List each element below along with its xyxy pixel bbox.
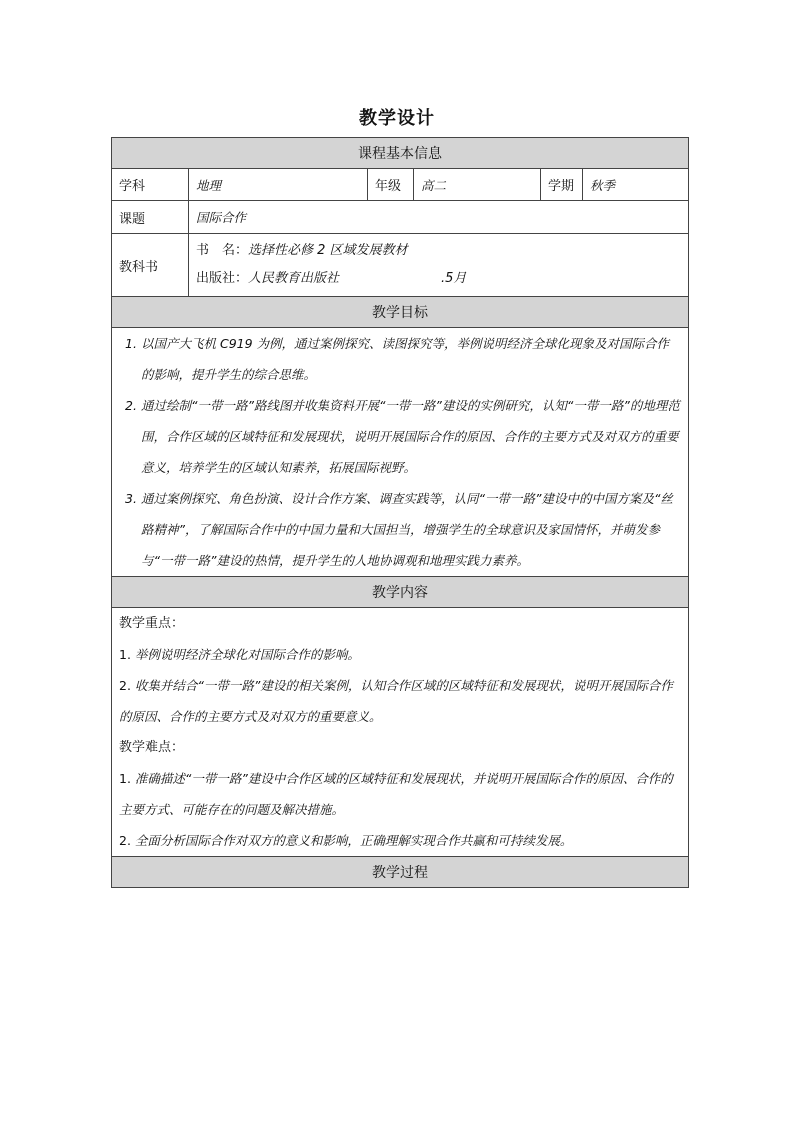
- goal-text: 以国产大飞机 C919 为例，通过案例探究、读图探究等，举例说明经济全球化现象及对国际合作的影响，提升学生的综合思维。: [141, 336, 670, 382]
- section-header-basic-info: [112, 138, 689, 169]
- key-point-item: [119, 639, 681, 670]
- goal-number: 3.: [125, 491, 137, 506]
- page-title: 教学设计: [359, 108, 435, 129]
- info-row: [112, 169, 689, 201]
- book-name-line: [196, 237, 681, 265]
- goal-item: [119, 390, 681, 483]
- topic-row: [112, 201, 689, 234]
- key-point-text: 举例说明经济全球化对国际合作的影响。: [134, 647, 360, 662]
- goal-text: 通过案例探究、角色扮演、设计合作方案、调查实践等，认同“一带一路”建设中的中国方案及“丝路精神”，了解国际合作中的中国力量和大国担当，增强学生的全球意识及家国情怀，并萌发参与“一带一路”建设的热情，提升学生的人地协调观和地理实践力素养。: [141, 491, 673, 568]
- difficulties-label: 教学难点：: [119, 740, 185, 755]
- content-row: [112, 608, 689, 857]
- section-title-goals: 教学目标: [112, 297, 689, 328]
- subject-value: 地理: [189, 169, 368, 201]
- content-cell: [112, 608, 689, 857]
- key-point-text: 收集并结合“一带一路”建设的相关案例，认知合作区域的区域特征和发展现状，说明开展国际合作的原因、合作的主要方式及对双方的重要意义。: [119, 678, 673, 724]
- publisher-line: [196, 265, 681, 293]
- goals-row: [112, 328, 689, 577]
- textbook-label: 教科书: [112, 234, 189, 297]
- section-title-process: 教学过程: [112, 857, 689, 888]
- publisher-value: 人民教育出版社: [248, 271, 340, 286]
- difficulty-item: [119, 763, 681, 825]
- key-point-item: [119, 670, 681, 732]
- book-name-key: 书 名：: [196, 243, 249, 258]
- term-value: 秋季: [583, 169, 689, 201]
- section-title-content: 教学内容: [112, 577, 689, 608]
- book-name-value: 选择性必修 2 区域发展教材: [248, 243, 408, 258]
- difficulty-number: 2.: [119, 833, 131, 848]
- subject-label: 学科: [112, 169, 189, 201]
- difficulty-text: 全面分析国际合作对双方的意义和影响，正确理解实现合作共赢和可持续发展。: [134, 833, 573, 848]
- textbook-details: [189, 234, 689, 297]
- publish-month: .5月: [441, 271, 467, 286]
- goal-number: 1.: [125, 336, 137, 351]
- difficulty-item: [119, 825, 681, 856]
- textbook-row: [112, 234, 689, 297]
- key-points-label: 教学重点：: [119, 616, 185, 631]
- topic-label: 课题: [112, 201, 189, 234]
- difficulty-text: 准确描述“一带一路”建设中合作区域的区域特征和发展现状，并说明开展国际合作的原因、合作的主要方式、可能存在的问题及解决措施。: [119, 771, 673, 817]
- section-header-goals: [112, 297, 689, 328]
- section-header-process: [112, 857, 689, 888]
- goal-item: [119, 328, 681, 390]
- term-label: 学期: [541, 169, 583, 201]
- grade-label: 年级: [368, 169, 414, 201]
- key-point-number: 2.: [119, 678, 131, 693]
- goal-number: 2.: [125, 398, 137, 413]
- goal-item: [119, 483, 681, 576]
- grade-value: 高二: [414, 169, 541, 201]
- difficulty-number: 1.: [119, 771, 131, 786]
- goal-text: 通过绘制“一带一路”路线图并收集资料开展“一带一路”建设的实例研究，认知“一带一路”的地理范围，合作区域的区域特征和发展现状，说明开展国际合作的原因、合作的主要方式及对双方的重要意义，培养学生的区域认知素养，拓展国际视野。: [141, 398, 680, 475]
- lesson-plan-table: [111, 137, 689, 888]
- section-title-basic-info: 课程基本信息: [112, 138, 689, 169]
- topic-value: 国际合作: [189, 201, 689, 234]
- section-header-content: [112, 577, 689, 608]
- publisher-key: 出版社：: [196, 271, 249, 286]
- goals-cell: [112, 328, 689, 577]
- key-point-number: 1.: [119, 647, 131, 662]
